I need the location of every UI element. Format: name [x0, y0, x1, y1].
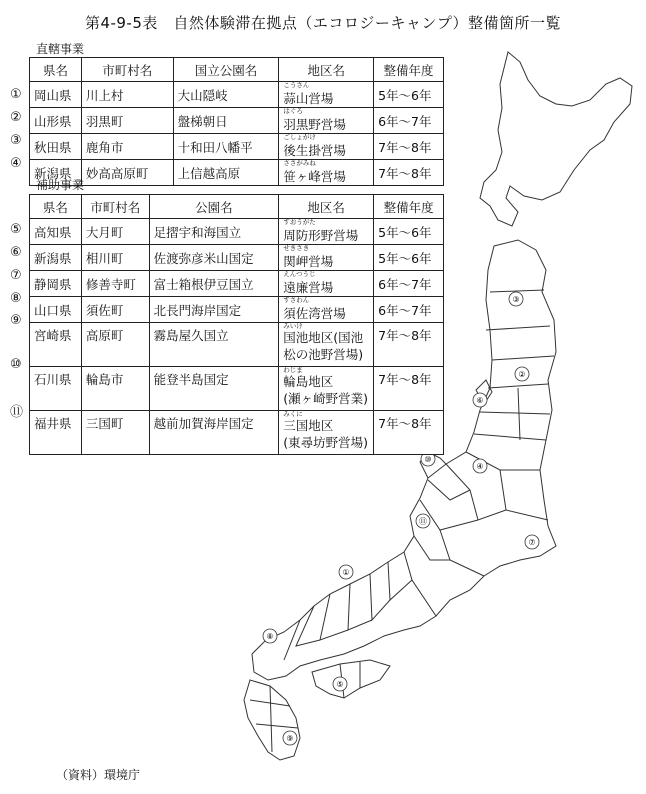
park-cell: 越前加賀海岸国定 — [149, 411, 279, 455]
city-cell: 輪島市 — [81, 367, 149, 411]
area-name-2: (東尋坊野営場) — [283, 435, 368, 450]
ruby-text: わじま — [283, 366, 303, 374]
area-name: 遠廉営場 — [283, 280, 334, 295]
row-number: ③ — [10, 133, 22, 148]
area-cell — [279, 323, 374, 367]
map-marker-6: ⑥ — [476, 396, 484, 405]
pref-cell: 秋田県 — [30, 134, 82, 160]
ruby-text: こうさん — [283, 81, 310, 89]
area-cell — [279, 271, 374, 297]
city-cell: 高原町 — [81, 323, 149, 367]
area-name: 関岬営場 — [283, 254, 334, 269]
header-park: 公園名 — [149, 195, 279, 219]
park-cell: 足摺宇和海国立 — [149, 219, 279, 245]
row-number: ⑪ — [10, 405, 24, 420]
city-cell: 修善寺町 — [81, 271, 149, 297]
header-year: 整備年度 — [374, 58, 444, 82]
ruby-text: ささがみね — [283, 159, 316, 167]
ruby-text: すさわん — [283, 296, 310, 304]
table-row — [30, 323, 444, 367]
park-cell: 大山隠岐 — [173, 82, 279, 108]
row-number: ⑦ — [10, 268, 22, 283]
map-marker-4: ④ — [476, 462, 484, 471]
table-row — [30, 411, 444, 455]
pref-cell: 山口県 — [30, 297, 82, 323]
year-cell: 5年～6年 — [374, 82, 444, 108]
year-cell: 7年～8年 — [374, 134, 444, 160]
map-marker-8: ⑧ — [266, 632, 274, 641]
park-cell: 北長門海岸国定 — [149, 297, 279, 323]
park-cell: 富士箱根伊豆国立 — [149, 271, 279, 297]
table-row — [30, 134, 444, 160]
header-area: 地区名 — [279, 195, 374, 219]
row-number: ① — [10, 87, 22, 102]
ruby-text: えんつうじ — [283, 270, 316, 278]
header-park: 国立公園名 — [173, 58, 279, 82]
park-cell: 能登半島国定 — [149, 367, 279, 411]
city-cell: 大月町 — [81, 219, 149, 245]
area-name-2: (瀬ヶ崎野営業) — [283, 391, 368, 406]
table-row — [30, 367, 444, 411]
row-number: ⑩ — [10, 357, 22, 372]
park-cell: 盤梯朝日 — [173, 108, 279, 134]
map-marker-1: ① — [342, 568, 350, 577]
area-name: 須佐湾営場 — [283, 306, 346, 321]
area-cell — [279, 82, 374, 108]
pref-cell: 静岡県 — [30, 271, 82, 297]
park-cell: 佐渡弥彦米山国定 — [149, 245, 279, 271]
area-cell — [279, 134, 374, 160]
map-marker-10: ⑩ — [424, 455, 432, 464]
header-pref: 県名 — [30, 58, 82, 82]
table-row — [30, 245, 444, 271]
year-cell: 7年～8年 — [374, 323, 444, 367]
table-row — [30, 219, 444, 245]
city-cell: 羽黒町 — [81, 108, 173, 134]
header-pref: 県名 — [30, 195, 82, 219]
city-cell: 三国町 — [81, 411, 149, 455]
map-marker-7: ⑦ — [528, 538, 536, 547]
table-row — [30, 108, 444, 134]
ruby-text: すおうがた — [283, 218, 316, 226]
row-number: ⑧ — [10, 291, 22, 306]
park-cell: 霧島屋久国立 — [149, 323, 279, 367]
area-cell — [279, 219, 374, 245]
city-cell: 須佐町 — [81, 297, 149, 323]
row-number: ⑤ — [10, 222, 22, 237]
year-cell: 5年～6年 — [374, 219, 444, 245]
row-number: ⑨ — [10, 313, 22, 328]
pref-cell: 宮崎県 — [30, 323, 82, 367]
pref-cell: 新潟県 — [30, 160, 82, 186]
area-cell — [279, 297, 374, 323]
pref-cell: 新潟県 — [30, 245, 82, 271]
row-number: ④ — [10, 156, 22, 171]
direct-project-table — [29, 57, 444, 186]
header-year: 整備年度 — [374, 195, 444, 219]
area-cell — [279, 160, 374, 186]
ruby-text: みくに — [283, 410, 303, 418]
city-cell: 妙高高原町 — [81, 160, 173, 186]
header-area: 地区名 — [279, 58, 374, 82]
year-cell: 6年～7年 — [374, 271, 444, 297]
section-subsidy-label: 補助事業 — [36, 178, 85, 192]
park-cell: 上信越高原 — [173, 160, 279, 186]
pref-cell: 高知県 — [30, 219, 82, 245]
area-cell — [279, 411, 374, 455]
section-direct-label: 直轄事業 — [36, 42, 85, 56]
city-cell: 鹿角市 — [81, 134, 173, 160]
area-name: 国池地区(国池 — [283, 330, 364, 345]
area-cell — [279, 108, 374, 134]
table-row — [30, 271, 444, 297]
table-row — [30, 160, 444, 186]
area-name: 羽黒野営場 — [283, 117, 346, 132]
pref-cell: 福井県 — [30, 411, 82, 455]
source-note: （資料）環境庁 — [56, 768, 141, 782]
pref-cell: 山形県 — [30, 108, 82, 134]
hokkaido-outline — [480, 52, 632, 226]
ruby-text: ごしょがけ — [283, 133, 316, 141]
area-cell — [279, 367, 374, 411]
area-name: 蒜山営場 — [283, 91, 334, 106]
year-cell: 5年～6年 — [374, 245, 444, 271]
area-name: 後生掛営場 — [283, 143, 346, 158]
header-city: 市町村名 — [81, 195, 149, 219]
map-marker-5: ⑤ — [336, 680, 344, 689]
pref-cell: 石川県 — [30, 367, 82, 411]
table-row — [30, 297, 444, 323]
city-cell: 相川町 — [81, 245, 149, 271]
ruby-text: はぐろ — [283, 107, 303, 115]
row-number: ② — [10, 110, 22, 125]
park-cell: 十和田八幡平 — [173, 134, 279, 160]
year-cell: 7年～8年 — [374, 367, 444, 411]
header-city: 市町村名 — [81, 58, 173, 82]
ruby-text: みいけ — [283, 322, 303, 330]
map-marker-2: ② — [518, 370, 526, 379]
year-cell: 6年～7年 — [374, 297, 444, 323]
page-title: 第4-9-5表 自然体験滞在拠点（エコロジーキャンプ）整備箇所一覧 — [84, 14, 562, 32]
year-cell: 7年～8年 — [374, 160, 444, 186]
area-cell — [279, 245, 374, 271]
row-number: ⑥ — [10, 245, 22, 260]
year-cell: 7年～8年 — [374, 411, 444, 455]
map-marker-9: ⑨ — [286, 734, 294, 743]
shikoku-outline — [312, 660, 390, 698]
city-cell: 川上村 — [81, 82, 173, 108]
subsidy-project-table — [29, 194, 444, 455]
area-name: 笹ヶ峰営場 — [283, 169, 346, 184]
ruby-text: せきさき — [283, 244, 310, 252]
pref-cell: 岡山県 — [30, 82, 82, 108]
year-cell: 6年～7年 — [374, 108, 444, 134]
area-name-2: 松の池野営場) — [283, 347, 364, 362]
area-name: 周防形野営場 — [283, 228, 359, 243]
map-marker-3: ③ — [512, 295, 520, 304]
map-marker-11: ⑪ — [419, 517, 427, 526]
area-name: 三国地区 — [283, 418, 334, 433]
area-name: 輪島地区 — [283, 374, 334, 389]
table-row — [30, 82, 444, 108]
